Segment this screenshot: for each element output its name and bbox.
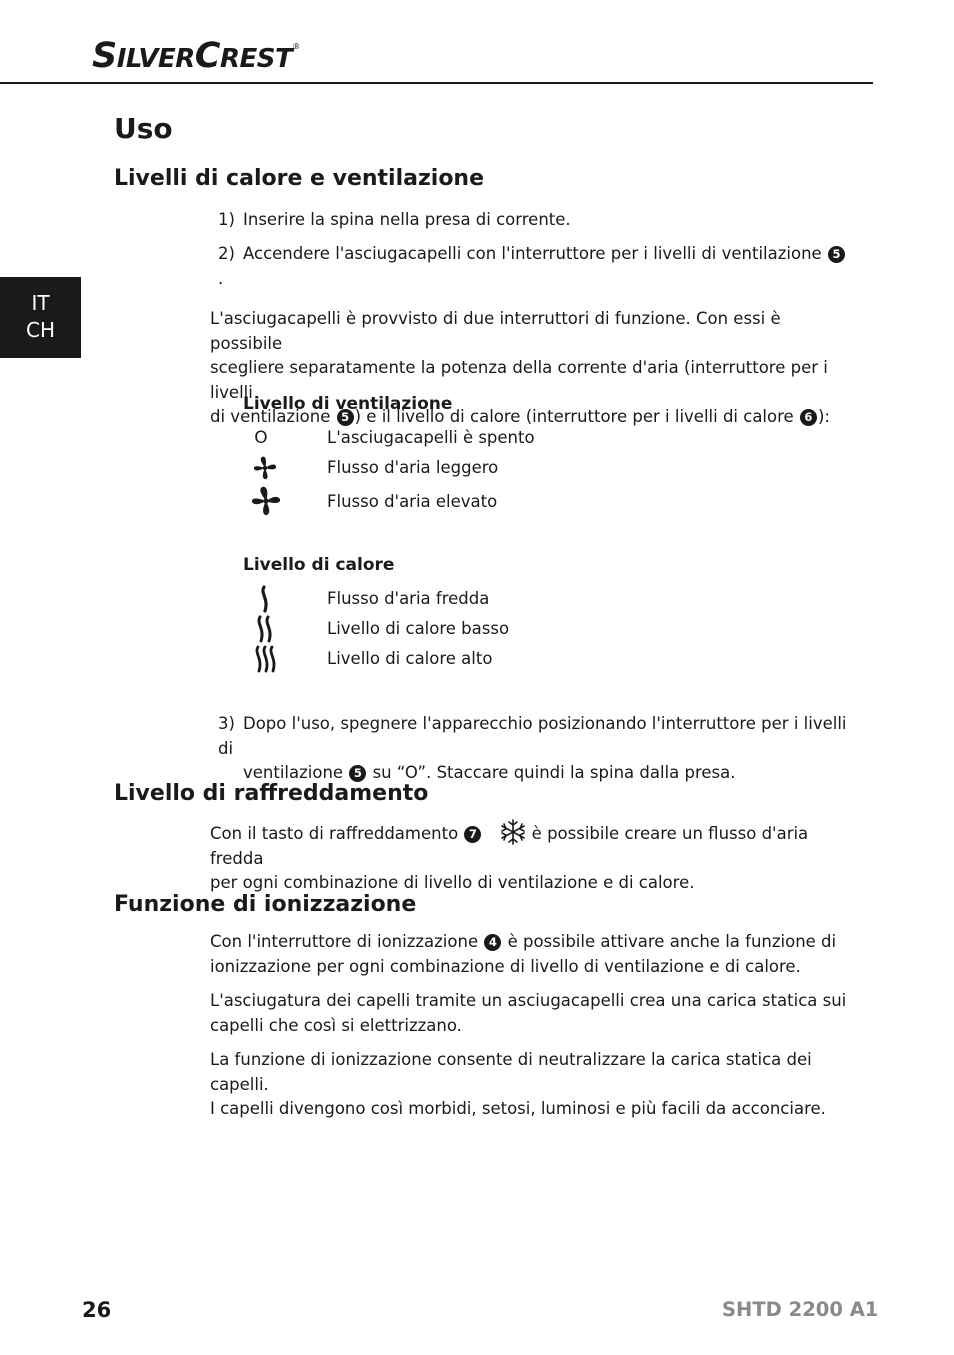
step-1: 1) Inserire la spina nella presa di corrente. (218, 210, 571, 229)
language-code-ch: CH (25, 318, 55, 342)
fan-level-label: Flusso d'aria leggero (327, 458, 499, 477)
fan-high-icon (249, 485, 283, 517)
language-tab (0, 277, 81, 358)
fan-off-symbol: O (254, 428, 268, 448)
callout-4: 4 (484, 934, 501, 951)
heat-level-label: Flusso d'aria fredda (327, 589, 490, 608)
switches-paragraph: L'asciugacapelli è provvisto di due interruttori di funzione. Con essi è possibile scegliere separatamente la potenza della corrente d'aria (interruttore per i livelli di ventilazione 5 ) e il livello di calore (interruttore per i livelli di calore 6 ): (210, 309, 830, 426)
model-number: SHTD 2200 A1 (722, 1298, 879, 1321)
fan-level-heading: Livello di ventilazione (243, 394, 453, 414)
page-title: Uso (114, 112, 173, 145)
snowflake-icon (498, 819, 528, 845)
ionization-paragraph-1: Con l'interruttore di ionizzazione 4 è possibile attivare anche la funzione di ionizzazione per ogni combinazione di livello di ventilazione e di calore. (210, 932, 837, 976)
callout-6: 6 (800, 409, 817, 426)
language-code-it: IT (31, 291, 50, 315)
step-3: 3) Dopo l'uso, spegnere l'apparecchio posizionando l'interruttore per i livelli di ventilazione 5 su “O”. Staccare quindi la spina dalla presa. (218, 714, 847, 782)
fan-level-label: L'asciugacapelli è spento (327, 428, 535, 447)
page-number: 26 (82, 1298, 112, 1322)
fan-low-icon (250, 454, 280, 482)
heat-high-icon (252, 645, 280, 673)
callout-5: 5 (337, 409, 354, 426)
heat-level-heading: Livello di calore (243, 555, 395, 575)
section-heading-cooling: Livello di raffreddamento (114, 781, 429, 806)
heat-level-label: Livello di calore basso (327, 619, 510, 638)
silvercrest-logo: SILVERCREST® (92, 36, 300, 76)
section-heading-heat-ventilation: Livelli di calore e ventilazione (114, 166, 485, 191)
fan-level-label: Flusso d'aria elevato (327, 492, 498, 511)
heat-level-label: Livello di calore alto (327, 649, 493, 668)
header-rule (0, 82, 873, 84)
section-heading-ionization: Funzione di ionizzazione (114, 892, 417, 917)
ionization-paragraph-2: L'asciugatura dei capelli tramite un asciugacapelli crea una carica statica sui capelli che così si elettrizzano. (210, 991, 847, 1035)
cooling-paragraph: Con il tasto di raffreddamento 7 è possibile creare un flusso d'aria fredda per ogni combinazione di livello di ventilazione e di calore. (210, 819, 850, 896)
heat-cold-icon (255, 585, 275, 613)
step-2: 2) Accendere l'asciugacapelli con l'interruttore per i livelli di ventilazione 5. (218, 242, 848, 291)
callout-7: 7 (464, 826, 481, 843)
heat-low-icon (253, 615, 277, 643)
ionization-paragraph-3: La funzione di ionizzazione consente di neutralizzare la carica statica dei capelli. I capelli divengono così morbidi, setosi, luminosi e più facili da acconciare. (210, 1050, 826, 1118)
callout-5: 5 (828, 246, 845, 263)
callout-5: 5 (349, 765, 366, 782)
